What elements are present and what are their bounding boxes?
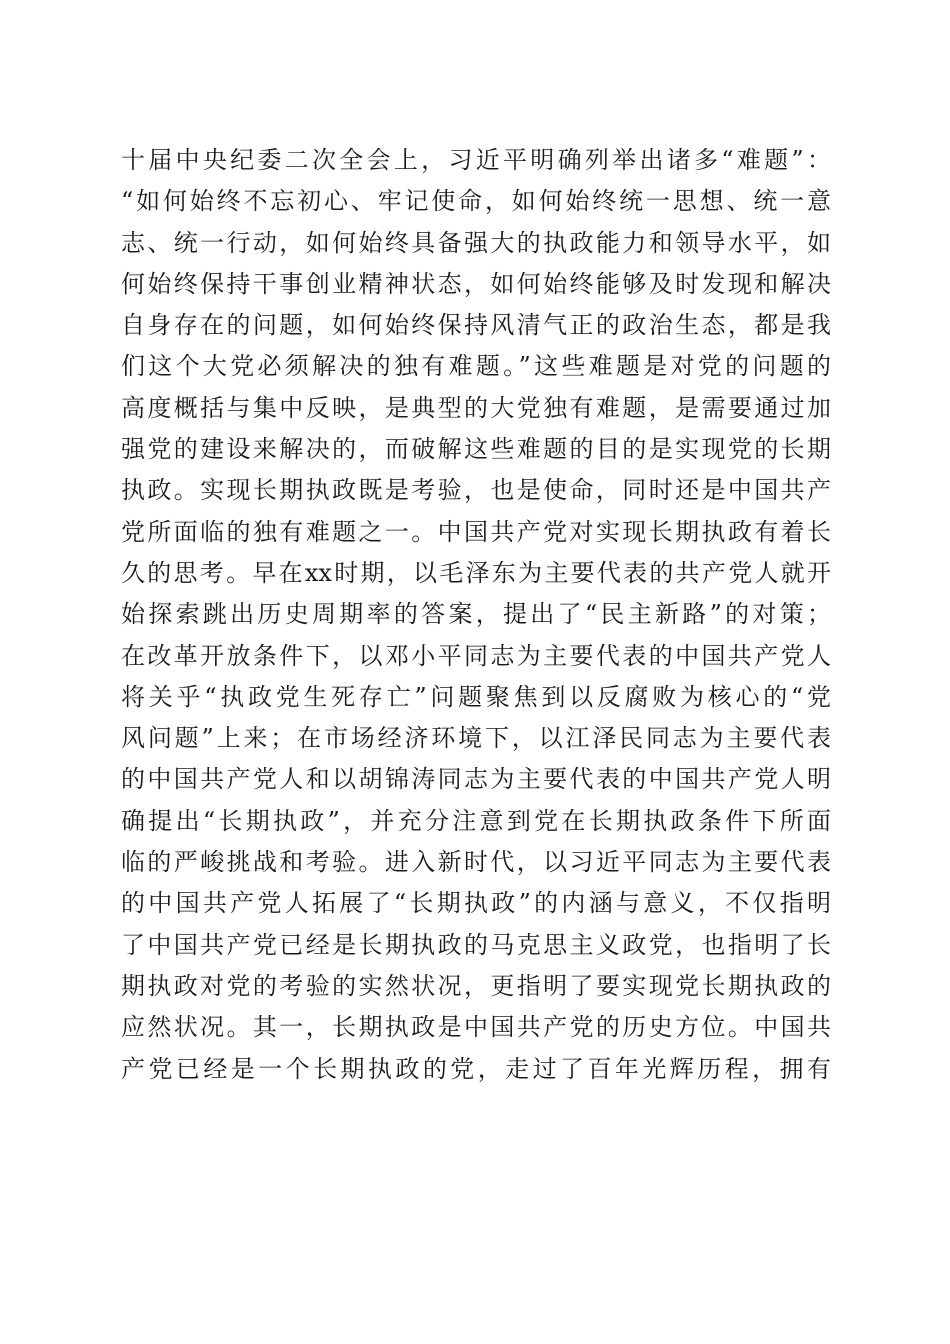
text-line: 确提出“长期执政”，并充分注意到党在长期执政条件下所面 bbox=[121, 806, 831, 835]
text-line: 将关乎“执政党生死存亡”问题聚焦到以反腐败为核心的“党 bbox=[121, 682, 831, 711]
body-paragraph bbox=[121, 140, 831, 1090]
text-line: 了中国共产党已经是长期执政的马克思主义政党，也指明了长 bbox=[121, 930, 831, 959]
text-line: 们这个大党必须解决的独有难题。”这些难题是对党的问题的 bbox=[121, 352, 831, 381]
text-line: 产党已经是一个长期执政的党，走过了百年光辉历程，拥有 bbox=[121, 1054, 831, 1083]
text-line: 的中国共产党人拓展了“长期执政”的内涵与意义，不仅指明 bbox=[121, 889, 831, 918]
text-line: 临的严峻挑战和考验。进入新时代，以习近平同志为主要代表 bbox=[121, 848, 831, 877]
text-line: 何始终保持干事创业精神状态，如何始终能够及时发现和解决 bbox=[121, 269, 831, 298]
text-line: 志、统一行动，如何始终具备强大的执政能力和领导水平，如 bbox=[121, 228, 831, 257]
text-line: 久的思考。早在xx时期，以毛泽东为主要代表的共产党人就开 bbox=[121, 558, 831, 587]
text-line: 风问题”上来；在市场经济环境下，以江泽民同志为主要代表 bbox=[121, 724, 831, 753]
text-line: “如何始终不忘初心、牢记使命，如何始终统一思想、统一意 bbox=[121, 187, 831, 216]
text-line: 应然状况。其一，长期执政是中国共产党的历史方位。中国共 bbox=[121, 1013, 831, 1042]
text-line: 十届中央纪委二次全会上，习近平明确列举出诸多“难题”： bbox=[121, 146, 831, 174]
text-line: 执政。实现长期执政既是考验，也是使命，同时还是中国共产 bbox=[121, 476, 831, 505]
text-line: 强党的建设来解决的，而破解这些难题的目的是实现党的长期 bbox=[121, 435, 831, 464]
text-line: 的中国共产党人和以胡锦涛同志为主要代表的中国共产党人明 bbox=[121, 765, 831, 794]
text-line: 在改革开放条件下，以邓小平同志为主要代表的中国共产党人 bbox=[121, 641, 831, 670]
text-line: 期执政对党的考验的实然状况，更指明了要实现党长期执政的 bbox=[121, 971, 831, 1000]
text-line: 党所面临的独有难题之一。中国共产党对实现长期执政有着长 bbox=[121, 517, 831, 546]
text-line: 高度概括与集中反映，是典型的大党独有难题，是需要通过加 bbox=[121, 393, 831, 422]
text-line: 始探索跳出历史周期率的答案，提出了“民主新路”的对策； bbox=[121, 600, 831, 629]
text-line: 自身存在的问题，如何始终保持风清气正的政治生态，都是我 bbox=[121, 311, 831, 340]
